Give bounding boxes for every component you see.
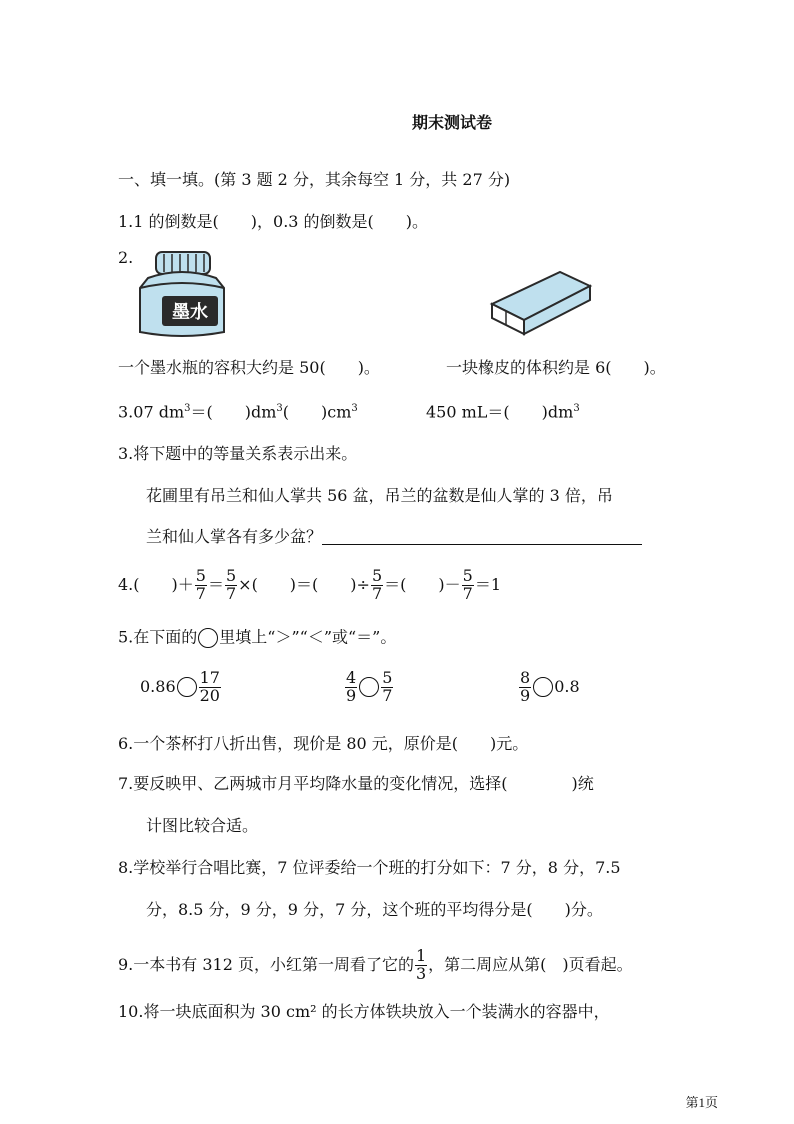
conv-a-part1: 3.07 dm: [118, 402, 185, 422]
compare-circle[interactable]: [177, 677, 197, 697]
decimal-value: 0.86: [140, 676, 176, 696]
conv-a-part2: ＝( )dm: [190, 402, 277, 422]
question-7: 7.要反映甲、乙两城市月平均降水量的变化情况，选择( )统: [118, 774, 594, 793]
question-7-cont: 计图比较合适。: [146, 816, 259, 835]
question-3-prompt: 3.将下题中的等量关系表示出来。: [118, 444, 358, 463]
question-2-conversion-a: [118, 404, 358, 420]
question-8-cont: 分，8.5 分，9 分，9 分，7 分，这个班的平均得分是( )分。: [146, 900, 603, 919]
fraction: $\frac{5}{7}$: [371, 566, 383, 603]
question-3-question: 兰和仙人掌各有多少盆？: [146, 527, 323, 546]
superscript: 3: [573, 403, 580, 414]
compare-circle[interactable]: [359, 677, 379, 697]
superscript: 3: [184, 403, 191, 414]
fraction: $\frac{17}{20}$: [199, 668, 220, 705]
fraction: $\frac{5}{7}$: [195, 566, 206, 603]
question-5-prompt: [118, 628, 396, 648]
question-4: [118, 568, 501, 603]
eraser-image: [488, 268, 594, 338]
superscript: 3: [276, 403, 283, 414]
fraction: $\frac{1}{3}$: [415, 946, 427, 983]
q4-part4: ＝( )－: [384, 574, 461, 594]
q9-part-a: 9.一本书有 312 页，小红第一周看了它的: [118, 954, 414, 974]
question-2-text-a: 一个墨水瓶的容积大约是 50( )。: [118, 358, 380, 377]
ink-bottle-label: 墨水: [172, 302, 208, 323]
section-heading: 一、填一填。(第 3 题 2 分，其余每空 1 分，共 27 分): [118, 170, 511, 189]
question-6: 6.一个茶杯打八折出售，现价是 80 元，原价是( )元。: [118, 734, 529, 753]
fraction: $\frac{8}{9}$: [520, 668, 531, 705]
page-title: 期末测试卷: [411, 113, 492, 132]
q4-part5: ＝1: [474, 574, 502, 594]
q4-part1: 4.( )＋: [118, 574, 194, 594]
page-number: 第1页: [685, 1095, 718, 1110]
question-2-text-b: 一块橡皮的体积约是 6( )。: [446, 358, 666, 377]
ink-bottle-image: [134, 248, 230, 340]
answer-line: [322, 528, 642, 545]
decimal-value: 0.8: [554, 676, 580, 696]
conv-a-part3: ( )cm: [282, 402, 352, 422]
circle-icon: [198, 628, 218, 648]
q5-part-a: 5.在下面的: [118, 627, 198, 647]
question-5-item-3: [518, 670, 580, 705]
superscript: 3: [351, 403, 358, 414]
question-3-text-cont: [146, 528, 642, 545]
fraction: $\frac{4}{9}$: [346, 668, 357, 705]
q4-part3: ×( )＝( )÷: [238, 574, 370, 594]
question-8: 8.学校举行合唱比赛，7 位评委给一个班的打分如下：7 分，8 分，7.5: [118, 858, 621, 877]
compare-circle[interactable]: [533, 677, 553, 697]
q9-part-b: ，第二周应从第( )页看起。: [428, 954, 633, 974]
fraction: $\frac{5}{7}$: [382, 668, 393, 705]
q5-part-b: 里填上“＞”“＜”或“＝”。: [219, 627, 397, 647]
question-10: 10.将一块底面积为 30 cm² 的长方体铁块放入一个装满水的容器中，: [118, 1002, 610, 1021]
question-9: [118, 948, 633, 983]
fraction: $\frac{5}{7}$: [462, 566, 473, 603]
question-2-label: 2.: [118, 248, 134, 267]
question-1: 1.1 的倒数是( )，0.3 的倒数是( )。: [118, 212, 429, 231]
question-5-item-1: [140, 670, 222, 705]
question-5-item-2: [344, 670, 394, 705]
fraction: $\frac{5}{7}$: [225, 566, 237, 603]
question-2-conversion-b: [426, 404, 580, 420]
question-3-text: 花圃里有吊兰和仙人掌共 56 盆，吊兰的盆数是仙人掌的 3 倍，吊: [146, 486, 613, 505]
conv-b-part1: 450 mL＝( )dm: [426, 402, 574, 422]
q4-part2: ＝: [207, 574, 224, 594]
